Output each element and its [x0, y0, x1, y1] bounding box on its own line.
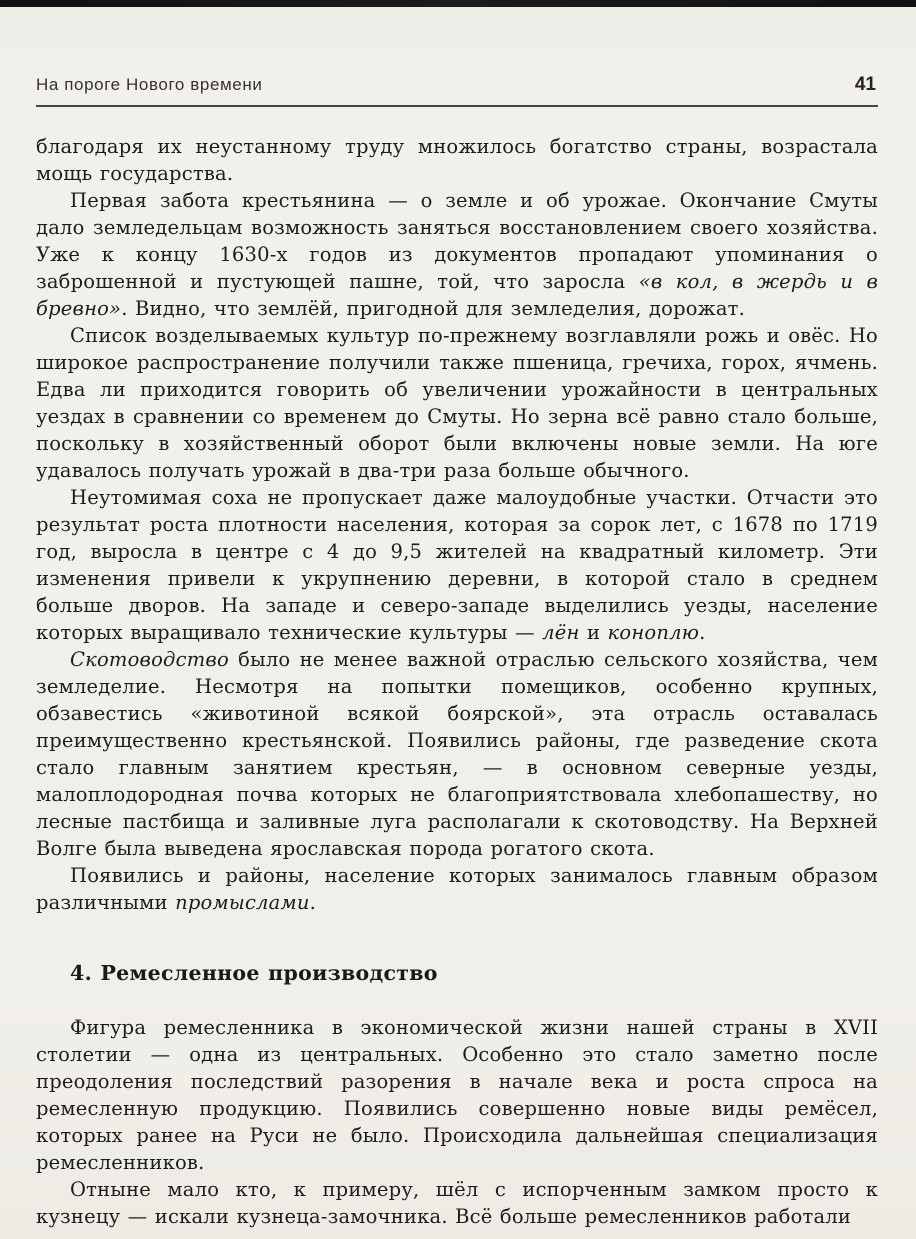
- running-header: [36, 74, 878, 96]
- italic-text-segment: промыслами: [175, 891, 310, 914]
- text-segment: .: [309, 891, 317, 914]
- italic-text-segment: Скотоводство: [70, 648, 229, 671]
- text-segment: Отныне мало кто, к примеру, шёл с испорченным замком просто к кузнецу — искали кузнеца-замочника. Всё больше ремесленников работали: [36, 1178, 878, 1228]
- paragraph: [36, 646, 878, 862]
- text-segment: Появились и районы, население которых занималось главным образом различными: [36, 864, 878, 914]
- text-segment: благодаря их неустанному труду множилось богатство страны, возрастала мощь государства.: [36, 135, 878, 185]
- page-number: 41: [854, 74, 876, 95]
- text-segment: Фигура ремесленника в экономической жизни нашей страны в XVII столетии — одна из центральных. Особенно это стало заметно после преодоления последствий разорения в начале века и роста спроса на ремесленную продукцию. Появились совершенно новые виды ремёсел, которых ранее на Руси не было. Происходила дальнейшая специализация ремесленников.: [36, 1016, 878, 1174]
- running-title: На пороге Нового времени: [36, 75, 263, 94]
- italic-text-segment: коноплю: [607, 621, 700, 644]
- paragraph: [36, 133, 878, 187]
- paragraph: [36, 1176, 878, 1230]
- text-segment: Первая забота крестьянина — о земле и об урожае. Окончание Смуты дало земледельцам возможность заняться восстановлением своего хозяйства. Уже к концу 1630-х годов из документов пропадают упоминания о заброшенной и пустующей пашне, той, что заросла: [36, 189, 878, 293]
- italic-text-segment: «в кол, в жердь и в бревно»: [36, 270, 879, 320]
- italic-text-segment: лён: [542, 621, 580, 644]
- text-segment: .: [699, 621, 706, 644]
- paragraph: [36, 1014, 878, 1176]
- text-segment: Неутомимая соха не пропускает даже малоудобные участки. Отчасти это результат роста плотности населения, которая за сорок лет, с 1678 по 1719 год, выросла в центре с 4 до 9,5 жителей на квадратный километр. Эти изменения привели к укрупнению деревни, в которой стало в среднем больше дворов. На западе и северо-западе выделились уезды, население которых выращивало технические культуры —: [36, 486, 878, 644]
- page-content: [36, 133, 878, 1230]
- text-segment: было не менее важной отраслью сельского хозяйства, чем земледелие. Несмотря на попытки помещиков, особенно крупных, обзавестись «животиной всякой боярской», эта отрасль оставалась преимущественно крестьянской. Появились районы, где разведение скота стало главным занятием крестьян, — в основном северные уезды, малоплодородная почва которых не благоприятствовала хлебопашеству, но лесные пастбища и заливные луга располагали к скотоводству. На Верхней Волге была выведена ярославская порода рогатого скота.: [36, 648, 878, 860]
- header-rule: [36, 105, 878, 107]
- text-segment: . Видно, что землёй, пригодной для земледелия, дорожат.: [121, 297, 746, 320]
- section-heading: 4. Ремесленное производство: [70, 961, 438, 985]
- paragraph: [36, 862, 878, 916]
- paragraph: [36, 484, 878, 646]
- paragraph: [36, 187, 878, 322]
- paragraph: [36, 322, 878, 484]
- text-segment: Список возделываемых культур по-прежнему возглавляли рожь и овёс. Но широкое распространение получили также пшеница, гречиха, горох, ячмень. Едва ли приходится говорить об увеличении урожайности в центральных уездах в сравнении со временем до Смуты. Но зерна всё равно стало больше, поскольку в хозяйственный оборот были включены новые земли. На юге удавалось получать урожай в два-три раза больше обычного.: [36, 324, 878, 482]
- text-segment: и: [579, 621, 608, 644]
